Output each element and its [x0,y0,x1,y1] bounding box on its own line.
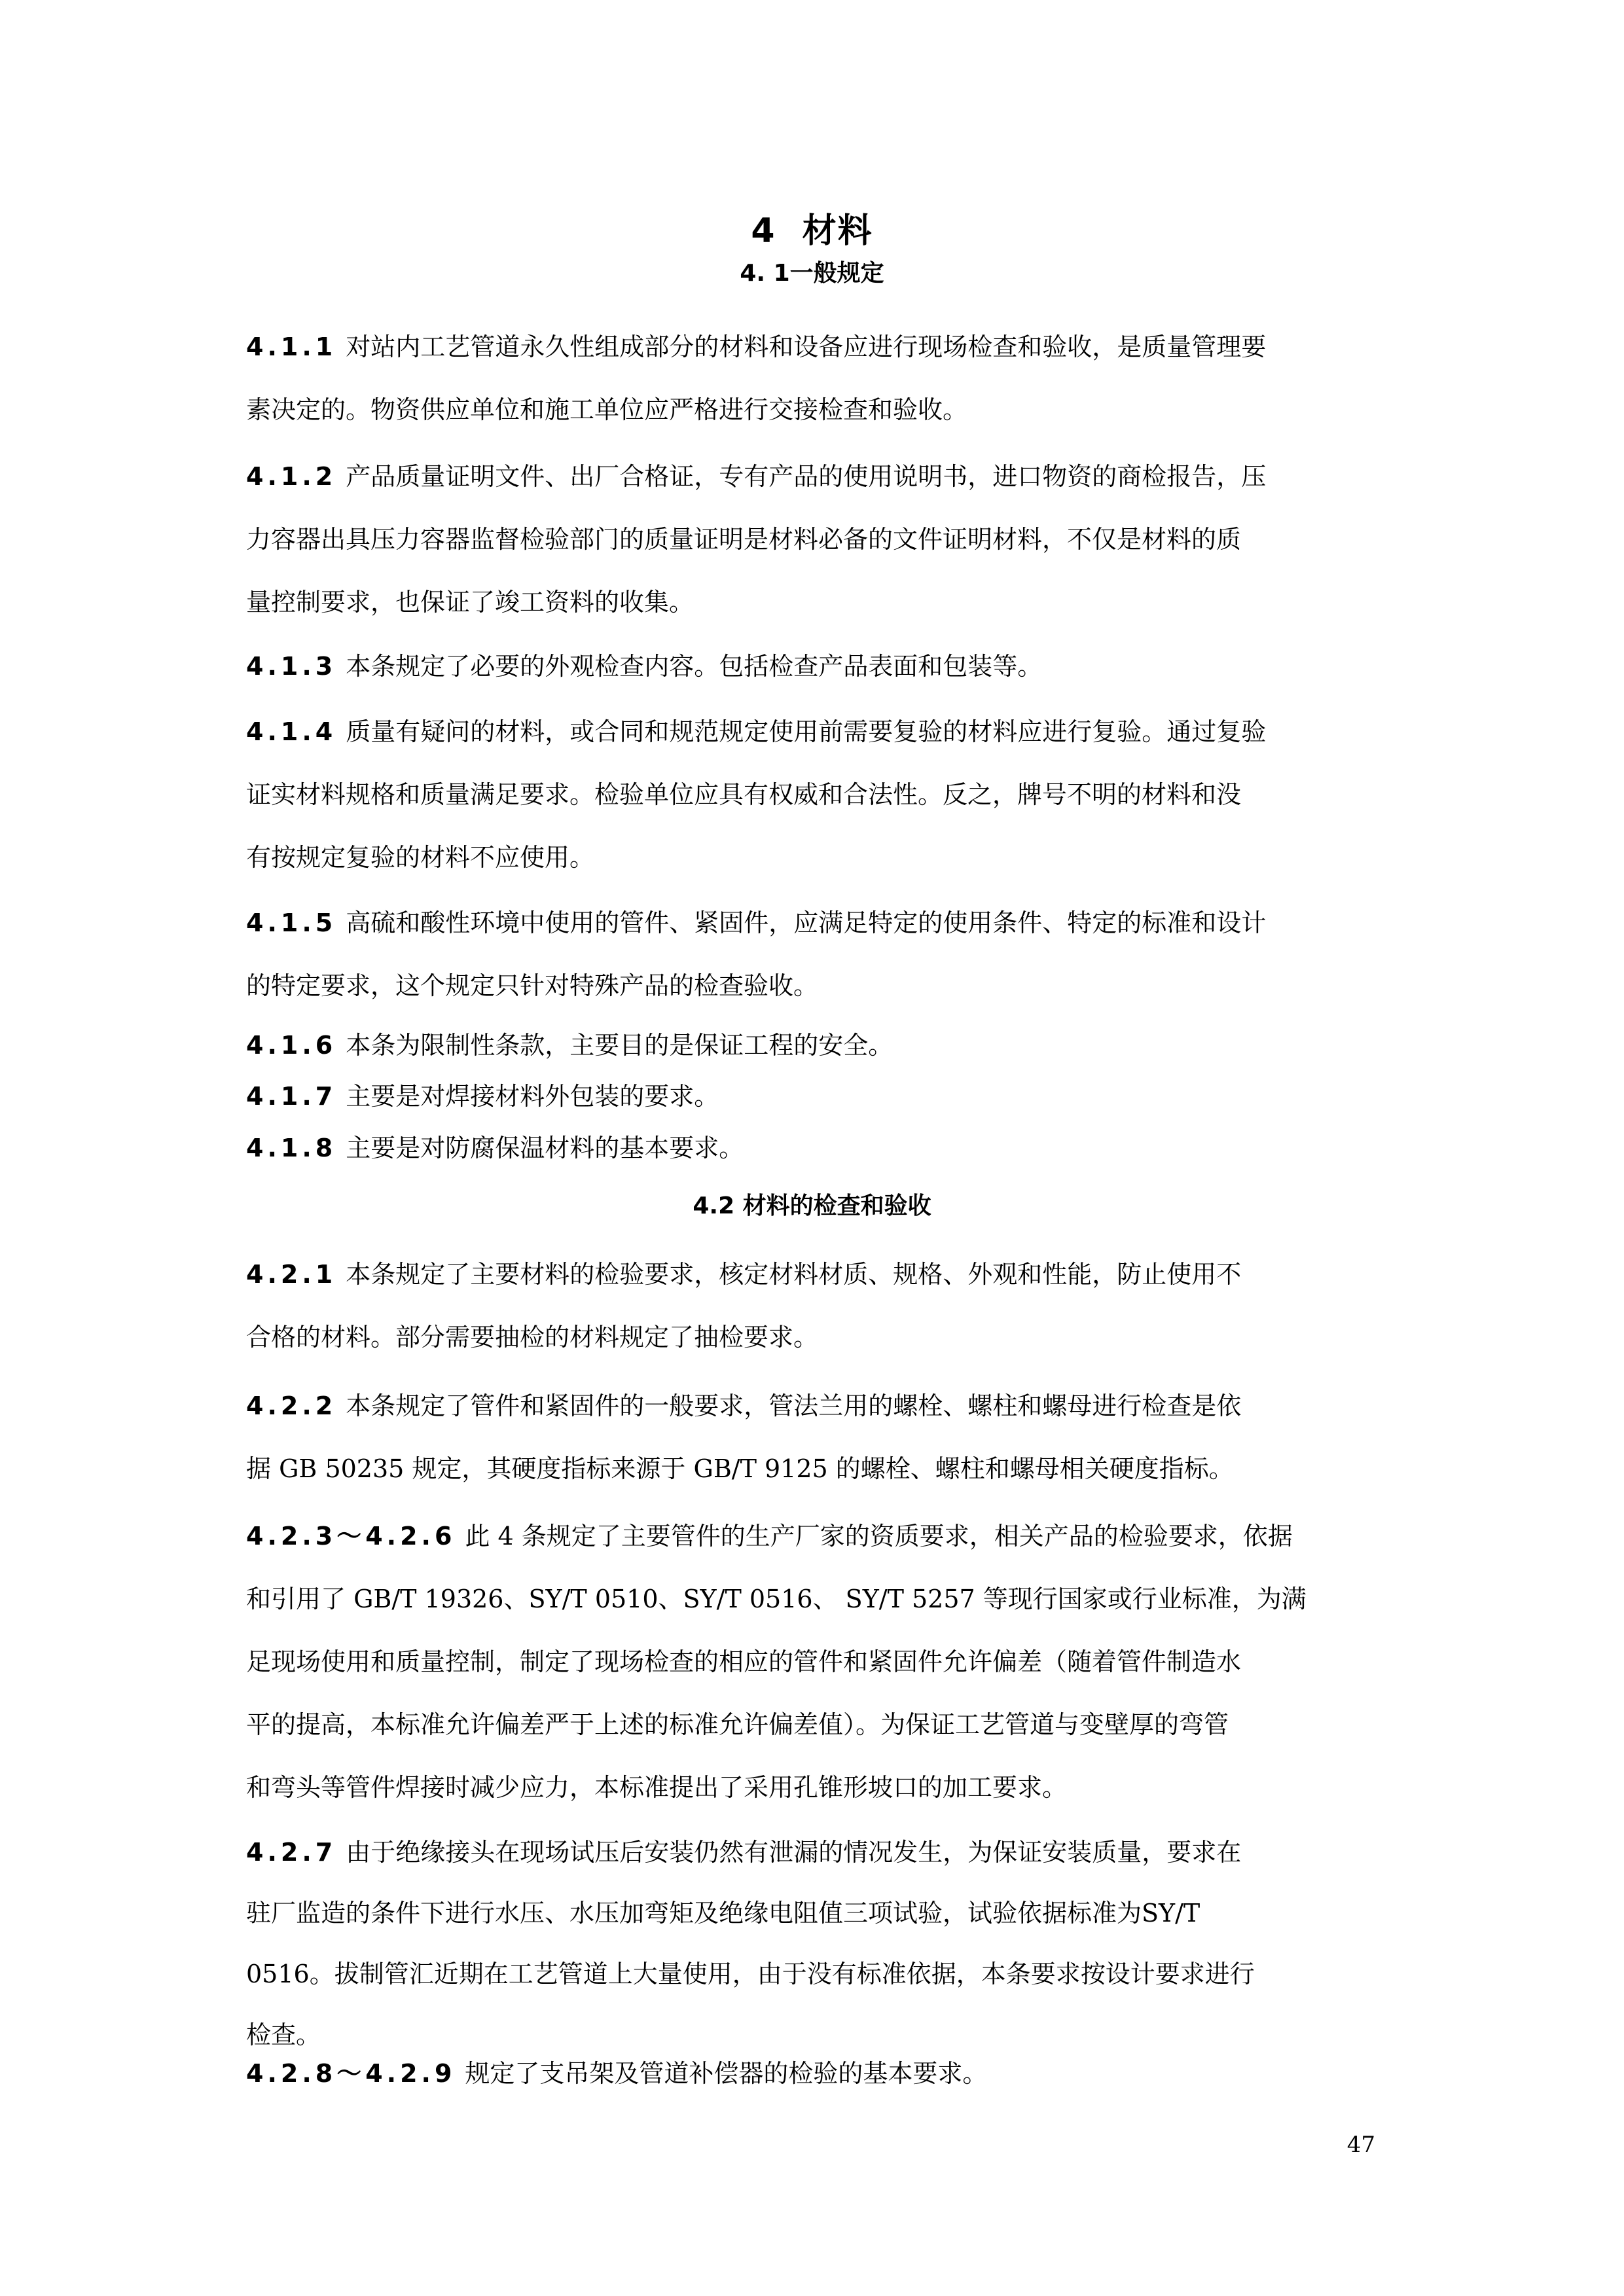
clause-4-1-1 [246,315,1385,441]
clause-line: 4.1.6 本条为限制性条款，主要目的是保证工程的安全。 [246,1031,893,1060]
clause-line: 4.1.7 主要是对焊接材料外包装的要求。 [246,1082,719,1111]
clause-4-2-3-to-4-2-6 [246,1505,1385,1819]
clause-line: 量控制要求，也保证了竣工资料的收集。 [246,588,695,617]
clause-line: 4.1.8 主要是对防腐保温材料的基本要求。 [246,1134,744,1162]
clause-line: 驻厂监造的条件下进行水压、水压加弯矩及绝缘电阻值三项试验，试验依据标准为SY/T [246,1899,1200,1928]
clause-line: 力容器出具压力容器监督检验部门的质量证明是材料必备的文件证明材料，不仅是材料的质 [246,525,1242,554]
clause-4-2-7 [246,1822,1385,2066]
section-title-4-2: 4.2 材料的检查和验收 [693,1193,931,1219]
clause-4-1-8 [246,1128,1385,1168]
clause-line: 据 GB 50235 规定，其硬度指标来源于 GB/T 9125 的螺栓、螺柱和螺母相关硬度指标。 [246,1454,1234,1483]
chapter-number: 4 [751,211,776,251]
clause-number: 4.2.1 [246,1260,337,1289]
clause-number: 4.2.2 [246,1391,337,1420]
clause-line: 和弯头等管件焊接时减少应力，本标准提出了采用孔锥形坡口的加工要求。 [246,1773,1068,1802]
clause-4-1-4 [246,700,1385,889]
clause-line: 有按规定复验的材料不应使用。 [246,843,595,872]
clause-4-2-2 [246,1374,1385,1500]
clause-number: 4.1.1 [246,332,337,361]
clause-line: 检查。 [246,2020,321,2049]
section-title-4-1: 4. 1一般规定 [740,260,884,287]
clause-4-1-2 [246,445,1385,634]
clause-number: 4.2.8～4.2.9 [246,2059,456,2088]
clause-4-1-3 [246,635,1385,698]
chapter-name: 材料 [802,211,873,251]
clause-4-1-5 [246,891,1385,1017]
clause-number: 4.1.4 [246,717,337,746]
clause-line: 4.2.3～4.2.6 此 4 条规定了主要管件的生产厂家的资质要求，相关产品的检验要求，依据 [246,1522,1293,1551]
clause-number: 4.1.5 [246,908,337,937]
clause-line: 4.1.3 本条规定了必要的外观检查内容。包括检查产品表面和包装等。 [246,652,1043,681]
clause-line: 平的提高，本标准允许偏差严于上述的标准允许偏差值）。为保证工艺管道与变壁厚的弯管 [246,1710,1229,1739]
clause-number: 4.1.7 [246,1082,337,1111]
clause-number: 4.2.3～4.2.6 [246,1522,456,1551]
clause-line: 4.1.2 产品质量证明文件、出厂合格证，专有产品的使用说明书，进口物资的商检报告，压 [246,462,1267,491]
clause-4-2-8-to-4-2-9 [246,2042,1385,2105]
clause-4-1-6 [246,1026,1385,1065]
clause-number: 4.1.8 [246,1134,337,1162]
clause-line: 素决定的。物资供应单位和施工单位应严格进行交接检查和验收。 [246,395,968,424]
clause-line: 4.1.5 高硫和酸性环境中使用的管件、紧固件，应满足特定的使用条件、特定的标准和设计 [246,908,1267,937]
clause-line: 4.2.2 本条规定了管件和紧固件的一般要求，管法兰用的螺栓、螺柱和螺母进行检查是依 [246,1391,1242,1420]
clause-line: 的特定要求，这个规定只针对特殊产品的检查验收。 [246,971,819,1000]
clause-line: 4.2.8～4.2.9 规定了支吊架及管道补偿器的检验的基本要求。 [246,2059,988,2088]
clause-4-2-1 [246,1243,1385,1369]
clause-line: 证实材料规格和质量满足要求。检验单位应具有权威和合法性。反之，牌号不明的材料和没 [246,780,1242,809]
clause-line: 4.2.7 由于绝缘接头在现场试压后安装仍然有泄漏的情况发生，为保证安装质量，要求在 [246,1838,1242,1867]
page-number: 47 [1346,2132,1375,2158]
clause-4-1-7 [246,1077,1385,1116]
clause-line: 合格的材料。部分需要抽检的材料规定了抽检要求。 [246,1323,819,1352]
clause-line: 4.2.1 本条规定了主要材料的检验要求，核定材料材质、规格、外观和性能，防止使用不 [246,1260,1242,1289]
chapter-title [0,208,1624,254]
clause-number: 4.1.2 [246,462,337,491]
clause-line: 足现场使用和质量控制，制定了现场检查的相应的管件和紧固件允许偏差（随着管件制造水 [246,1647,1242,1676]
clause-line: 4.1.4 质量有疑问的材料，或合同和规范规定使用前需要复验的材料应进行复验。通过复验 [246,717,1267,746]
clause-number: 4.1.6 [246,1031,337,1060]
clause-number: 4.2.7 [246,1838,337,1867]
clause-line: 和引用了 GB/T 19326、SY/T 0510、SY/T 0516、 SY/T 5257 等现行国家或行业标准，为满 [246,1585,1307,1613]
clause-line: 0516。拔制管汇近期在工艺管道上大量使用，由于没有标准依据，本条要求按设计要求进行 [246,1960,1255,1988]
clause-number: 4.1.3 [246,652,337,681]
clause-line: 4.1.1 对站内工艺管道永久性组成部分的材料和设备应进行现场检查和验收，是质量管理要 [246,332,1267,361]
